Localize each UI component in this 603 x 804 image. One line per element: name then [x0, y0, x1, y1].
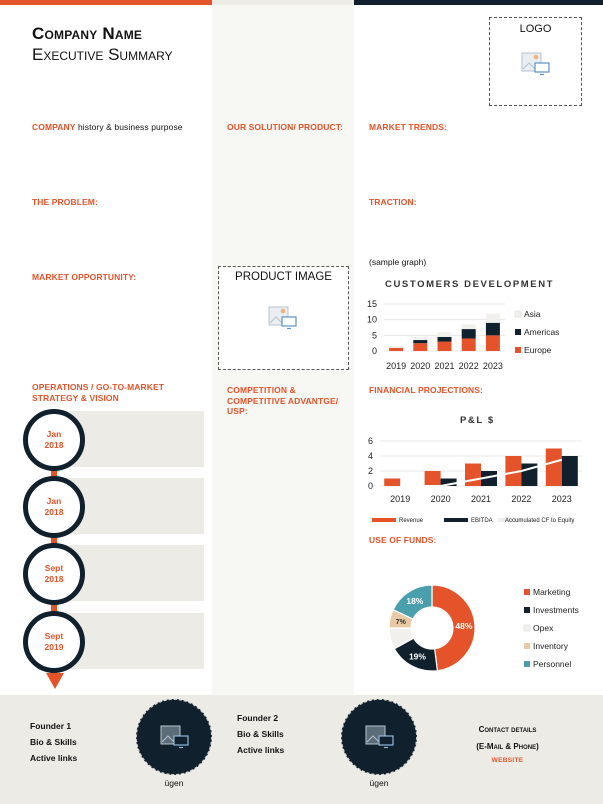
logo-label: LOGO	[519, 23, 552, 35]
x-tick-label: 2022	[458, 361, 479, 370]
timeline-milestone	[23, 476, 85, 538]
website-link[interactable]: WEBSITE	[491, 757, 524, 764]
ebitda-bar	[562, 456, 578, 486]
legend-label: Americas	[524, 327, 560, 337]
milestone-month: Sept	[44, 563, 64, 573]
top-accent-bar-navy	[354, 0, 603, 5]
y-tick-label: 15	[366, 299, 377, 309]
financial-projections-heading: FINANCIAL PROJECTIONS:	[369, 385, 483, 395]
operations-heading	[32, 382, 164, 403]
timeline-milestone	[23, 543, 85, 605]
revenue-bar	[465, 464, 481, 487]
legend-label: Marketing	[533, 587, 571, 597]
bar-segment	[389, 348, 403, 351]
market-trends-heading: MARKET TRENDS:	[369, 122, 447, 132]
product-image-label: PRODUCT IMAGE	[235, 271, 332, 283]
operations-heading-line2: STRATEGY & VISION	[32, 392, 119, 403]
legend-swatch	[524, 643, 530, 649]
x-tick-label: 2020	[430, 494, 451, 504]
revenue-bar	[425, 471, 441, 486]
y-tick-label: 4	[367, 451, 373, 461]
legend-swatch	[524, 589, 530, 595]
pnl-chart	[360, 432, 595, 528]
bar-segment	[413, 340, 427, 343]
sample-graph-note: (sample graph)	[369, 257, 427, 267]
company-heading	[32, 122, 183, 133]
legend-label: Investments	[533, 605, 579, 615]
use-of-funds-chart	[380, 578, 595, 678]
competition-heading-line2: COMPETITIVE ADVANTGE/	[227, 395, 339, 406]
company-name: Company Name	[32, 24, 143, 43]
founder1-name: Founder 1	[30, 721, 72, 731]
milestone-year: 2018	[44, 574, 64, 584]
legend-swatch	[444, 518, 468, 522]
timeline-milestone	[23, 611, 85, 673]
legend-label: Opex	[533, 623, 554, 633]
image-placeholder-icon	[268, 305, 298, 331]
legend-swatch	[524, 625, 530, 631]
company-heading-lead: COMPANY	[32, 122, 76, 132]
slice-label: 19%	[408, 651, 426, 662]
milestone-month: Jan	[46, 496, 62, 506]
logo-placeholder[interactable]	[489, 17, 582, 106]
legend-swatch	[515, 329, 521, 335]
bar-segment	[462, 338, 476, 351]
y-tick-label: 6	[367, 436, 373, 446]
document-subtitle: Executive Summary	[32, 45, 173, 64]
milestone-year: 2018	[44, 507, 64, 517]
y-tick-label: 10	[366, 314, 377, 325]
x-tick-label: 2022	[511, 494, 532, 504]
x-tick-label: 2021	[470, 494, 492, 504]
y-tick-label: 5	[371, 330, 377, 341]
x-tick-label: 2020	[410, 361, 431, 370]
founder2-photo[interactable]	[341, 699, 417, 775]
competition-heading-line3: USP:	[227, 406, 248, 416]
slice-label: 48%	[455, 620, 473, 631]
x-tick-label: 2019	[390, 494, 411, 504]
contact-subtitle: (E-Mail & Phone)	[476, 742, 539, 751]
timeline-milestone	[23, 409, 85, 471]
top-accent-bar-orange	[0, 0, 212, 5]
founder1-info	[30, 718, 77, 766]
founder1-photo-caption: ügen	[164, 778, 184, 788]
contact-details	[455, 721, 560, 764]
legend-label: Accumulated CF to Equity	[505, 518, 575, 524]
legend-swatch	[524, 661, 530, 667]
founder1-photo[interactable]	[136, 699, 212, 775]
founder1-bio: Bio & Skills	[30, 737, 77, 747]
bar-segment	[462, 324, 476, 329]
image-placeholder-icon	[160, 724, 190, 750]
competition-heading	[227, 385, 338, 417]
milestone-month: Sept	[44, 631, 64, 641]
legend-label: Revenue	[399, 518, 424, 524]
legend-label: EBITDA	[471, 518, 493, 524]
y-tick-label: 0	[371, 346, 377, 356]
milestone-year: 2019	[44, 642, 64, 652]
x-tick-label: 2023	[482, 361, 503, 370]
legend-swatch	[524, 607, 530, 613]
bar-segment	[462, 329, 476, 338]
image-placeholder-icon	[365, 724, 395, 750]
company-heading-rest: history & business purpose	[75, 122, 183, 132]
founder2-info	[237, 710, 284, 758]
slice-label: 7%	[395, 619, 406, 627]
bar-segment	[438, 342, 452, 351]
traction-heading: TRACTION:	[369, 197, 417, 207]
bar-segment	[413, 343, 427, 351]
bar-segment	[413, 337, 427, 340]
legend-label: Personnel	[533, 659, 572, 669]
founder2-name: Founder 2	[237, 713, 279, 723]
problem-heading: THE PROBLEM:	[32, 197, 98, 207]
bar-segment	[438, 332, 452, 337]
legend-swatch	[515, 347, 521, 353]
market-opportunity-heading: MARKET OPPORTUNITY:	[32, 272, 137, 282]
bar-segment	[438, 337, 452, 342]
slice-label: 18%	[406, 595, 424, 606]
milestone-year: 2018	[44, 440, 64, 450]
milestone-month: Jan	[46, 429, 62, 439]
bar-segment	[486, 335, 500, 351]
y-tick-label: 0	[367, 481, 373, 491]
legend-swatch	[515, 311, 521, 317]
timeline-arrow-icon	[46, 673, 64, 689]
contact-title: Contact details	[478, 725, 537, 734]
legend-label: Inventory	[533, 641, 568, 651]
x-tick-label: 2021	[434, 361, 455, 370]
solution-heading: OUR SOLUTION/ PRODUCT:	[227, 122, 344, 132]
founder2-photo-caption: ügen	[369, 778, 389, 788]
customers-development-chart	[360, 293, 595, 370]
y-tick-label: 2	[367, 466, 373, 476]
competition-heading-line1: COMPETITION &	[227, 385, 296, 395]
x-tick-label: 2019	[386, 361, 407, 370]
bar-segment	[486, 313, 500, 322]
revenue-bar	[384, 479, 400, 487]
founder2-bio: Bio & Skills	[237, 729, 284, 739]
use-of-funds-heading: USE OF FUNDS:	[369, 535, 437, 545]
legend-label: Europe	[524, 345, 552, 355]
image-placeholder-icon	[521, 51, 551, 77]
legend-swatch	[372, 518, 396, 522]
pnl-chart-title: P&L $	[460, 415, 495, 426]
operations-heading-line1: OPERATIONS / GO-TO-MARKET	[32, 382, 165, 392]
founder2-links[interactable]: Active links	[237, 745, 285, 755]
x-tick-label: 2023	[551, 494, 572, 504]
product-image-placeholder[interactable]	[218, 266, 349, 370]
bar-segment	[389, 346, 403, 348]
legend-label: Asia	[524, 309, 541, 319]
revenue-bar	[546, 449, 562, 487]
bar-segment	[486, 323, 500, 336]
founder1-links[interactable]: Active links	[30, 753, 78, 763]
customers-chart-title: CUSTOMERS DEVELOPMENT	[385, 279, 555, 290]
